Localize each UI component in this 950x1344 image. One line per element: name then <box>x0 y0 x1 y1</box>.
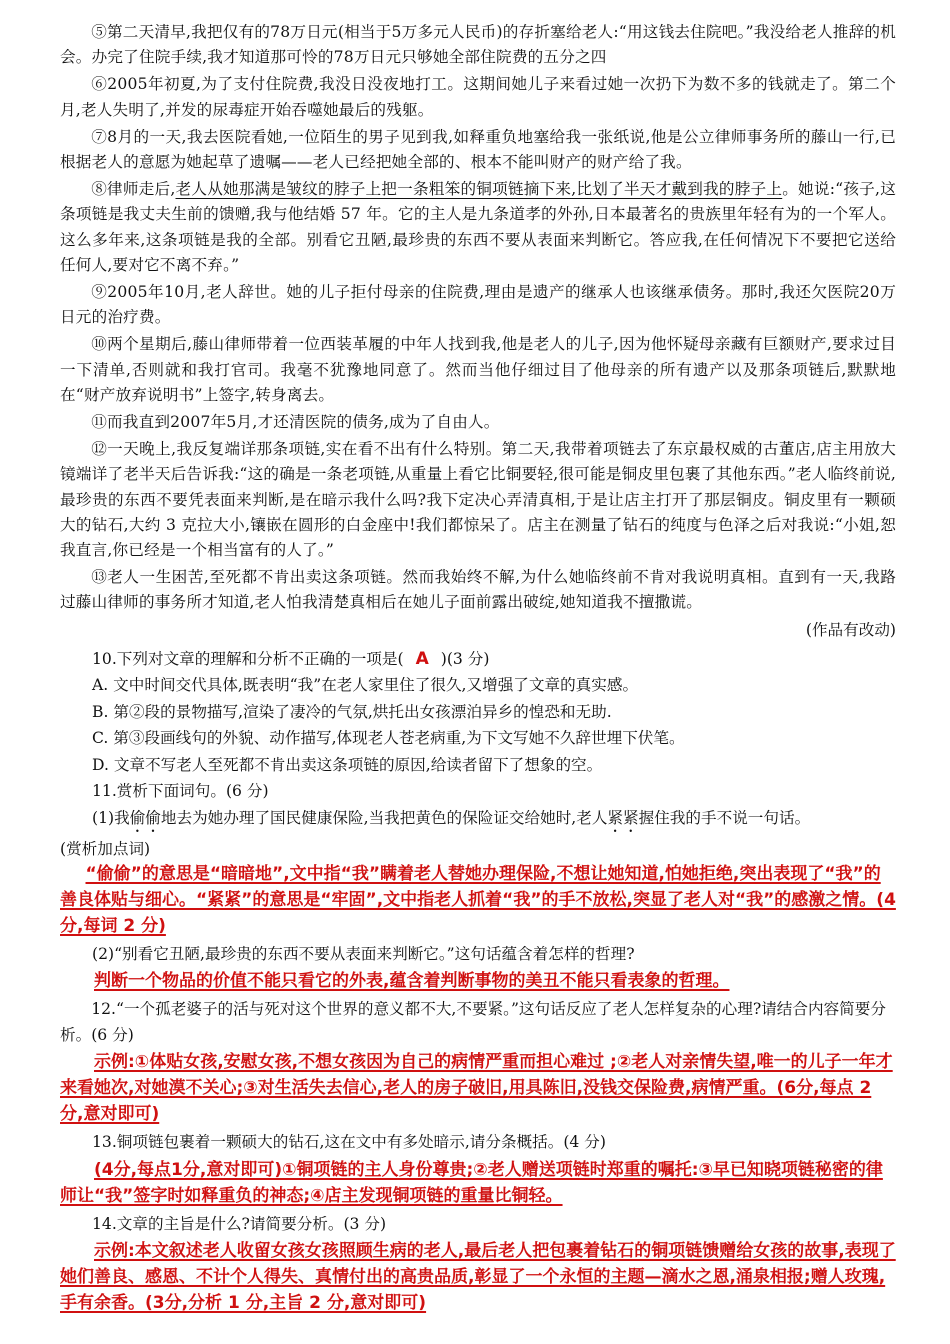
passage-paragraph-7: ⑦8月的一天,我去医院看她,一位陌生的男子见到我,如释重负地塞给我一张纸说,他是公立律师事务所的藤山一行,已根据老人的意愿为她起草了遗嘱——老人已经把她全部的、根本不能叫财产的财产给了我。 <box>60 127 896 172</box>
q12-answer: 示例:①体贴女孩,安慰女孩,不想女孩因为自己的病情严重而担心难过 ;②老人对亲情失望,唯一的儿子一年才来看她次,对她漠不关心;③对生活失去信心,老人的房子破旧,用具陈旧,没钱交保险费,病情严重。(6分,每点 2 分,意对即可) <box>60 1052 893 1125</box>
q11-sub1-part-a: (1)我 <box>92 808 130 827</box>
passage-paragraph-12: ⑫一天晚上,我反复端详那条项链,实在看不出有什么特别。第二天,我带着项链去了东京最权威的古董店,店主用放大镜端详了老半天后告诉我:“这的确是一条老项链,从重量上看它比铜要轻,很可能是铜皮里包裹了其他东西。”老人临终前说,最珍贵的东西不要凭表面来判断,是在暗示我什么吗?我下定决心弄清真相,于是让店主打开了那层铜皮。铜皮里有一颗硕大的钻石,大约 3 克拉大小,镶嵌在圆形的白金座中!我们都惊呆了。店主在测量了钻石的纯度与色泽之后对我说:“小姐,恕我直言,你已经是一个相当富有的人了。” <box>60 440 896 560</box>
passage-paragraph-9: ⑨2005年10月,老人辞世。她的儿子拒付母亲的住院费,理由是遗产的继承人也该继承债务。那时,我还欠医院20万日元的治疗费。 <box>60 283 896 327</box>
q11-sub2: (2)“别看它丑陋,最珍贵的东西不要从表面来判断它。”这句话蕴含着怎样的哲理? <box>92 944 635 963</box>
p8-prefix: ⑧律师走后, <box>91 180 176 199</box>
q10-option-a: A. 文中时间交代具体,既表明“我”在老人家里住了很久,又增强了文章的真实感。 <box>92 676 639 695</box>
passage-credit: (作品有改动) <box>805 620 896 639</box>
q10-stem-after: )(3 分) <box>440 649 490 668</box>
q11-sub1-part-c: 握住我的手不说一句话。 <box>638 808 811 827</box>
q11-sub1 <box>60 806 896 836</box>
q11-sub1-answer: “偷偷”的意思是“暗暗地”,文中指“我”瞒着老人替她办理保险,不想让她知道,怕她拒绝,突出表现了“我”的善良体贴与细心。“紧紧”的意思是“牢固”,文中指老人抓着“我”的手不放松,突显了老人对“我”的感激之情。(4分,每词 2 分) <box>60 863 896 936</box>
question-13 <box>60 1130 896 1209</box>
q12-stem: 12.“一个孤老婆子的活与死对这个世界的意义都不大,不要紧。”这句话反应了老人怎样复杂的心理?请结合内容简要分析。(6 分) <box>60 1000 886 1044</box>
question-12 <box>60 997 896 1127</box>
q14-answer: 示例:本文叙述老人收留女孩女孩照顾生病的老人,最后老人把包裹着钻石的铜项链馈赠给女孩的故事,表现了她们善良、感恩、不计个人得失、真情付出的高贵品质,彰显了一个永恒的主题—滴水之恩,涌泉相报;赠人玫瑰,手有余香。(3分,分析 1 分,主旨 2 分,意对即可) <box>60 1241 896 1314</box>
question-14 <box>60 1212 896 1317</box>
passage-paragraph-6: ⑥2005年初夏,为了支付住院费,我没日没夜地打工。这期间她儿子来看过她一次扔下为数不多的钱就走了。第二个月,老人失明了,并发的尿毒症开始吞噬她最后的残躯。 <box>60 75 896 119</box>
q10-stem <box>60 647 896 673</box>
q11-dotted-word-2: 紧紧 <box>607 808 639 827</box>
q11-sub2-answer: 判断一个物品的价值不能只看它的外表,蕴含着判断事物的美丑不能只看表象的哲理。 <box>94 971 730 992</box>
q11-sub1-hint: (赏析加点词) <box>60 839 151 858</box>
question-11 <box>60 779 896 994</box>
p8-suffix: 。她说:“孩子,这条项链是我丈夫生前的馈赠,我与他结婚 57 年。它的主人是九条道孝的外孙,日本最著名的贵族里年轻有为的一个军人。这么多年来,这条项链是我的全部。别看它丑陋,最珍贵的东西不要从表面来判断它。答应我,在任何情况下不要把它送给任何人,要对它不离不弃。” <box>60 180 896 274</box>
passage-paragraph-8 <box>60 177 896 278</box>
q10-stem-before: 10.下列对文章的理解和分析不正确的一项是( <box>92 649 404 668</box>
q14-stem: 14.文章的主旨是什么?请简要分析。(3 分) <box>92 1214 387 1233</box>
q10-answer: A <box>415 648 429 669</box>
q11-dotted-word-1: 偷偷 <box>129 808 161 827</box>
passage-paragraph-11: ⑪而我直到2007年5月,才还清医院的债务,成为了自由人。 <box>91 413 500 432</box>
q10-option-c: C. 第③段画线句的外貌、动作描写,体现老人苍老病重,为下文写她不久辞世埋下伏笔。 <box>92 729 685 748</box>
q10-option-d: D. 文章不写老人至死都不肯出卖这条项链的原因,给读者留下了想象的空。 <box>92 755 603 774</box>
passage-paragraph-5: ⑤第二天清早,我把仅有的78万日元(相当于5万多元人民币)的存折塞给老人:“用这钱去住院吧。”我没给老人推辞的机会。办完了住院手续,我才知道那可怜的78万日元只够她全部住院费的五分之四 <box>60 23 896 67</box>
p8-underlined-sentence: 老人从她那满是皱纹的脖子上把一条粗笨的铜项链摘下来,比划了半天才戴到我的脖子上 <box>175 180 783 199</box>
q10-option-b: B. 第②段的景物描写,渲染了凄冷的气氛,烘托出女孩漂泊异乡的惶恐和无助. <box>92 702 612 721</box>
passage-paragraph-10: ⑩两个星期后,藤山律师带着一位西装革履的中年人找到我,他是老人的儿子,因为他怀疑母亲藏有巨额财产,要求过目一下清单,否则就和我打官司。我毫不犹豫地同意了。然而当他仔细过目了他母亲的所有遗产以及那条项链后,默默地在“财产放弃说明书”上签字,转身离去。 <box>60 335 896 404</box>
q13-stem: 13.铜项链包裹着一颗硕大的钻石,这在文中有多处暗示,请分条概括。(4 分) <box>92 1133 606 1152</box>
question-10 <box>60 647 896 779</box>
q11-sub1-part-b: 地去为她办理了国民健康保险,当我把黄色的保险证交给她时,老人 <box>160 808 608 827</box>
q13-answer: (4分,每点1分,意对即可)①铜项链的主人身份尊贵;②老人赠送项链时郑重的嘱托:③早已知晓项链秘密的律师让“我”签字时如释重负的神态;④店主发现铜项链的重量比铜轻。 <box>60 1159 883 1206</box>
passage-paragraph-13: ⑬老人一生困苦,至死都不肯出卖这条项链。然而我始终不解,为什么她临终前不肯对我说明真相。直到有一天,我路过藤山律师的事务所才知道,老人怕我清楚真相后在她儿子面前露出破绽,她知道我不擅撒谎。 <box>60 568 896 612</box>
q11-stem: 11.赏析下面词句。(6 分) <box>92 782 269 801</box>
document-page <box>60 20 896 1319</box>
